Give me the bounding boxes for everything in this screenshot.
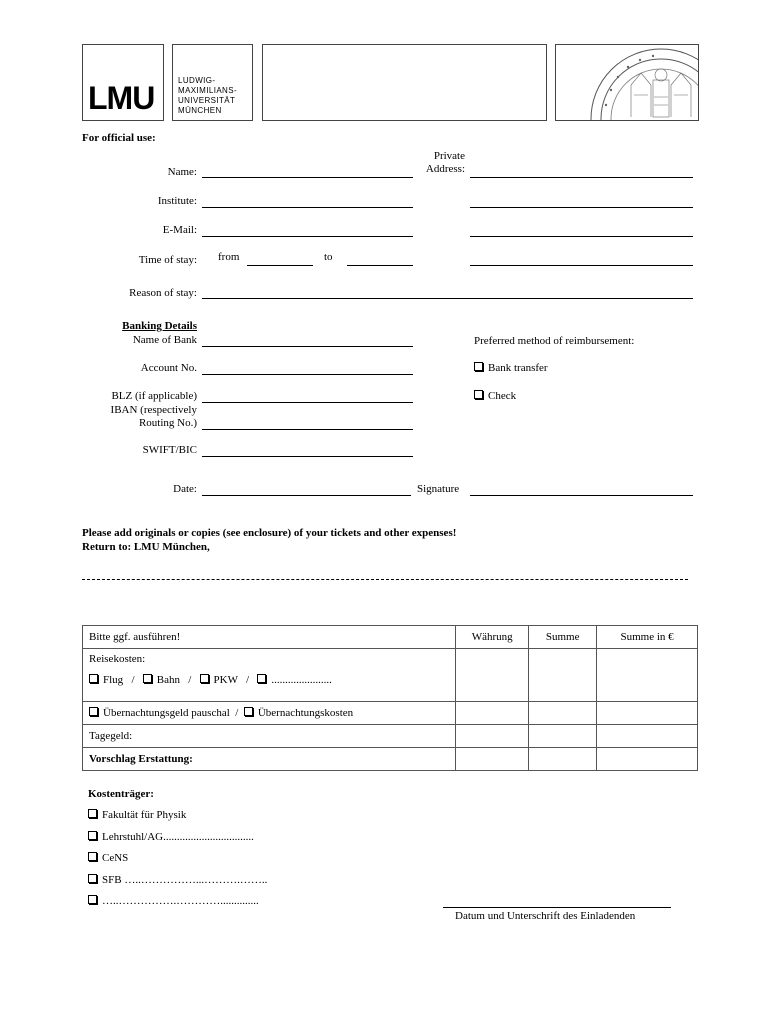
logo-subtitle-line: UNIVERSITÄT: [178, 96, 236, 105]
account-field[interactable]: [202, 374, 413, 375]
inviter-signature-field[interactable]: [443, 907, 671, 908]
flug-label: Flug: [103, 674, 124, 686]
table-header-cell: Währung: [456, 626, 529, 649]
uebernachtung-kosten-label: Übernachtungskosten: [257, 707, 354, 719]
currency-cell[interactable]: [456, 748, 529, 771]
checkbox-icon[interactable]: [244, 707, 253, 716]
sum-eur-cell[interactable]: [597, 748, 698, 771]
email-label: E-Mail:: [162, 224, 197, 236]
sum-cell[interactable]: [529, 649, 597, 702]
sum-cell[interactable]: [529, 702, 597, 725]
bank-name-field[interactable]: [202, 346, 413, 347]
swift-field[interactable]: [202, 456, 413, 457]
private-address-label-2: Address:: [425, 163, 465, 175]
banking-heading: Banking Details: [122, 320, 197, 332]
name-label: Name:: [167, 166, 197, 178]
blz-label: BLZ (if applicable): [111, 390, 197, 402]
address-field-1[interactable]: [470, 177, 693, 178]
signature-label: Signature: [417, 483, 460, 495]
private-address-label-1: Private: [433, 150, 465, 162]
sum-cell[interactable]: [529, 725, 597, 748]
sum-cell[interactable]: [529, 748, 597, 771]
uebernachtung-cell: Übernachtungsgeld pauschal / Übernachtungskosten: [83, 702, 456, 725]
table-row: [83, 725, 698, 748]
currency-cell[interactable]: [456, 649, 529, 702]
currency-cell[interactable]: [456, 702, 529, 725]
kostentraeger-option[interactable]: [88, 895, 259, 907]
date-label: Date:: [173, 483, 197, 495]
inviter-signature-caption: Datum und Unterschrift des Einladenden: [455, 910, 636, 922]
checkbox-icon[interactable]: [88, 874, 97, 883]
check-option[interactable]: [474, 390, 516, 402]
table-header-cell: Summe: [529, 626, 597, 649]
kostentraeger-option[interactable]: [88, 831, 254, 843]
email-field[interactable]: [202, 236, 413, 237]
reisekosten-label: Reisekosten:: [89, 653, 146, 665]
checkbox-icon[interactable]: [88, 809, 97, 818]
table-header-row: [83, 626, 698, 649]
logo-subtitle-line: LUDWIG-: [178, 76, 216, 85]
kostentraeger-option[interactable]: [88, 874, 267, 886]
reisekosten-cell: [83, 649, 456, 702]
checkbox-icon[interactable]: [88, 831, 97, 840]
kostentraeger-option[interactable]: [88, 852, 128, 864]
checkbox-icon[interactable]: [257, 674, 266, 683]
vorschlag-cell: Vorschlag Erstattung:: [83, 748, 456, 771]
bank-transfer-option[interactable]: [474, 362, 548, 374]
kostentraeger-option[interactable]: [88, 809, 186, 821]
return-to-notice: Return to: LMU München,: [82, 541, 210, 553]
reason-label: Reason of stay:: [129, 287, 197, 299]
table-row: [83, 702, 698, 725]
university-seal-icon: [556, 45, 699, 121]
table-header-cell: Summe in €: [597, 626, 698, 649]
transport-options: Flug / Bahn / PKW / ......................: [89, 674, 449, 686]
reason-field[interactable]: [202, 298, 693, 299]
institute-label: Institute:: [157, 195, 197, 207]
bank-name-label: Name of Bank: [132, 334, 197, 346]
checkbox-icon[interactable]: [89, 707, 98, 716]
tagegeld-cell: Tagegeld:: [83, 725, 456, 748]
seal-box: [555, 44, 699, 121]
swift-label: SWIFT/BIC: [142, 444, 197, 456]
kostentraeger-label: CeNS: [102, 852, 129, 864]
signature-field[interactable]: [470, 495, 693, 496]
kostentraeger-label: …..…………….…………..............: [102, 895, 259, 907]
bahn-label: Bahn: [156, 674, 180, 686]
sum-eur-cell[interactable]: [597, 725, 698, 748]
preferred-reimbursement-label: Preferred method of reimbursement:: [474, 335, 635, 347]
checkbox-icon[interactable]: [474, 362, 483, 371]
date-field[interactable]: [202, 495, 411, 496]
address-field-2[interactable]: [470, 207, 693, 208]
sum-eur-cell[interactable]: [597, 702, 698, 725]
uebernachtung-pauschal-label: Übernachtungsgeld pauschal: [103, 707, 230, 719]
bank-transfer-label: Bank transfer: [488, 362, 548, 374]
address-field-3[interactable]: [470, 236, 693, 237]
checkbox-icon[interactable]: [88, 895, 97, 904]
pkw-label: PKW: [213, 674, 238, 686]
iban-label-1: IBAN (respectively: [110, 404, 197, 416]
table-row: [83, 649, 698, 702]
enclosure-notice: Please add originals or copies (see enclosure) of your tickets and other expenses!: [82, 527, 457, 539]
blz-field[interactable]: [202, 402, 413, 403]
iban-field[interactable]: [202, 429, 413, 430]
checkbox-icon[interactable]: [474, 390, 483, 399]
to-field[interactable]: [347, 265, 413, 266]
header-blank-box: [262, 44, 547, 121]
to-label: to: [324, 251, 333, 263]
currency-cell[interactable]: [456, 725, 529, 748]
kostentraeger-label: SFB …..……………...……….……..: [102, 874, 268, 886]
official-use-heading: For official use:: [82, 132, 156, 144]
checkbox-icon[interactable]: [143, 674, 152, 683]
logo-subtitle-line: MAXIMILIANS-: [178, 86, 238, 95]
address-field-4[interactable]: [470, 265, 693, 266]
table-row: [83, 748, 698, 771]
kostentraeger-label: Fakultät für Physik: [102, 809, 187, 821]
check-label: Check: [488, 390, 517, 402]
logo-subtitle: [178, 76, 237, 116]
kostentraeger-label: Lehrstuhl/AG.................................: [102, 831, 254, 843]
checkbox-icon[interactable]: [89, 674, 98, 683]
institute-field[interactable]: [202, 207, 413, 208]
cut-line-divider: [82, 579, 688, 580]
reimbursement-table: [82, 625, 698, 771]
checkbox-icon[interactable]: [200, 674, 209, 683]
table-header-cell: Bitte ggf. ausführen!: [83, 626, 456, 649]
kostentraeger-heading: Kostenträger:: [88, 788, 154, 800]
from-field[interactable]: [247, 265, 313, 266]
lmu-logo: LMU: [88, 80, 155, 116]
from-label: from: [218, 251, 240, 263]
checkbox-icon[interactable]: [88, 852, 97, 861]
name-field[interactable]: [202, 177, 413, 178]
iban-label-2: Routing No.): [138, 417, 197, 429]
other-transport-field[interactable]: ......................: [271, 674, 332, 686]
time-of-stay-label: Time of stay:: [138, 254, 197, 266]
logo-subtitle-line: MÜNCHEN: [178, 106, 222, 115]
sum-eur-cell[interactable]: [597, 649, 698, 702]
account-label: Account No.: [140, 362, 197, 374]
